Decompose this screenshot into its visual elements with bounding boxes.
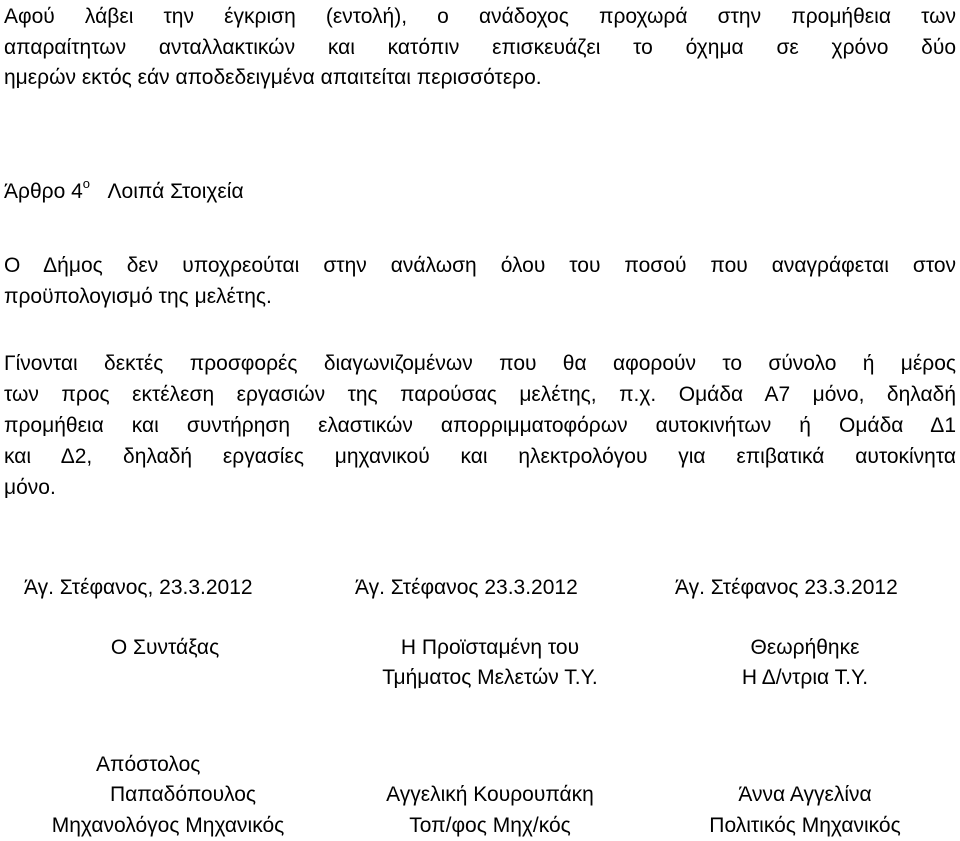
signature-2-place-date: Άγ. Στέφανος 23.3.2012 (355, 576, 578, 599)
signature-2-role-line-1: Η Προϊσταμένη του (400, 636, 580, 659)
signature-3-place-date: Άγ. Στέφανος 23.3.2012 (675, 576, 898, 599)
paragraph-1-line-1: Αφού λάβει την έγκριση (εντολή), ο ανάδοχος προχωρά στην προμήθεια των (4, 5, 956, 28)
paragraph-1-line-3: ημερών εκτός εάν αποδεδειγμένα απαιτείται περισσότερο. (4, 66, 542, 89)
paragraph-3-line-2: των προς εκτέλεση εργασιών της παρούσας μελέτης, π.χ. Ομάδα Α7 μόνο, δηλαδή (4, 383, 956, 406)
signature-2-role-line-2: Τμήματος Μελετών Τ.Υ. (382, 666, 598, 689)
paragraph-1-line-2: απαραίτητων ανταλλακτικών και κατόπιν επισκευάζει το όχημα σε χρόνο δύο (4, 36, 956, 59)
paragraph-3-line-5: μόνο. (4, 476, 56, 499)
paragraph-3-line-3: προμήθεια και συντήρηση ελαστικών απορριμματοφόρων αυτοκινήτων ή Ομάδα Δ1 (4, 414, 956, 437)
signature-3-role-line-1: Θεωρήθηκε (750, 636, 860, 659)
paragraph-2-line-2: προϋπολογισμό της μελέτης. (4, 285, 272, 308)
signature-3-role (675, 633, 935, 693)
signature-2-name: Αγγελική Κουρουπάκη (386, 783, 594, 806)
article-number: Άρθρο 4 (4, 180, 83, 203)
paragraph-3-line-4: και Δ2, δηλαδή εργασίες μηχανικού και ηλεκτρολόγου για επιβατικά αυτοκίνητα (4, 445, 956, 468)
article-title: Λοιπά Στοιχεία (107, 180, 244, 203)
signature-1-first-name: Απόστολος (96, 753, 201, 776)
signature-1-title: Μηχανολόγος Μηχανικός (51, 814, 285, 837)
signature-1-role-line-1: Ο Συντάξας (110, 636, 220, 659)
paragraph-2-line-1: Ο Δήμος δεν υποχρεούται στην ανάλωση όλου του ποσού που αναγράφεται στον (4, 254, 956, 277)
signature-3-role-line-2: Η Δ/ντρια Τ.Υ. (741, 666, 869, 689)
signature-3-title: Πολιτικός Μηχανικός (709, 814, 901, 837)
signature-1-place-date: Άγ. Στέφανος, 23.3.2012 (24, 576, 253, 599)
signature-3-name: Άννα Αγγελίνα (738, 783, 872, 806)
paragraph-3-line-1: Γίνονται δεκτές προσφορές διαγωνιζομένων που θα αφορούν το σύνολο ή μέρος (4, 352, 956, 375)
article-number-superscript: ο (82, 176, 91, 191)
signature-1-role (40, 633, 290, 663)
signature-1-surname: Παπαδόπουλος (110, 783, 257, 806)
article-heading (4, 177, 956, 207)
signature-2-title: Τοπ/φος Μηχ/κός (409, 814, 571, 837)
signature-2-role (340, 633, 640, 693)
